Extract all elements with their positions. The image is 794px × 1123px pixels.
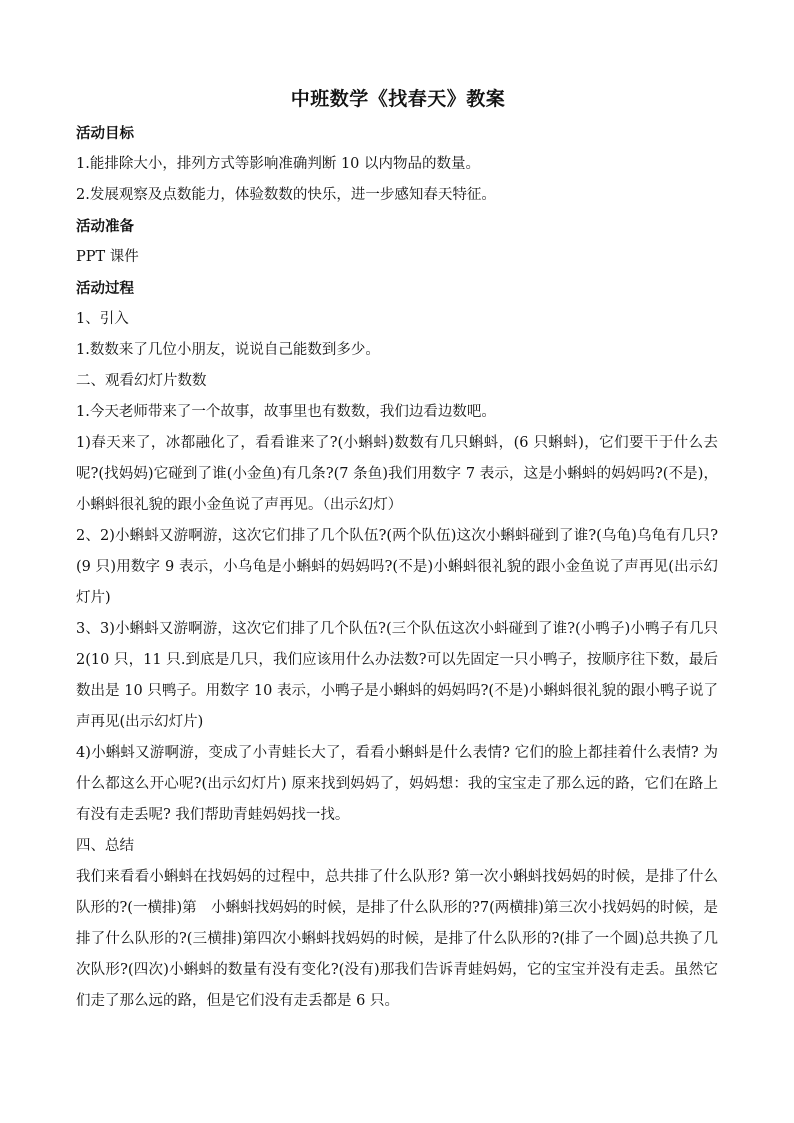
document-title: 中班数学《找春天》教案 (290, 88, 506, 110)
story-paragraph-4: 4)小蝌蚪又游啊游，变成了小青蛙长大了，看看小蝌蚪是什么表情? 它们的脸上都挂着什么表情? 为什么都这么开心呢?(出示幻灯片) 原来找到妈妈了，妈妈想：我的宝宝走了那么远的路，它们在路上有没有走丢呢? 我们帮助青蛙妈妈找一找。 (76, 745, 718, 823)
step-2-text: 1.今天老师带来了一个故事，故事里也有数数，我们边看边数吧。 (76, 404, 496, 420)
story-paragraph-1: 1)春天来了，冰都融化了，看看谁来了?(小蝌蚪)数数有几只蝌蚪，(6 只蝌蚪)，它们要干于什么去呢?(找妈妈)它碰到了谁(小金鱼)有几条?(7 条鱼)我们用数字 7 表示，这是小蝌蚪的妈妈吗?(不是)，小蝌蚪很礼貌的跟小金鱼说了声再见。（出示幻灯） (76, 435, 718, 513)
summary-paragraph: 我们来看看小蝌蚪在找妈妈的过程中，总共排了什么队形? 第一次小蝌蚪找妈妈的时候，是排了什么队形的?(一横排)第 小蝌蚪找妈妈的时候，是排了什么队形的?7(两横排)第三次小找妈妈的时候，是排了什么队形的?(三横排)第四次小蝌蚪找妈妈的时候，是排了什么队形的?(排了一个圆)总共换了几次队形?(四次)小蝌蚪的数量有没有变化?(没有)那我们告诉青蛙妈妈，它的宝宝并没有走丢。虽然它们走了那么远的路，但是它们没有走丢都是 6 只。 (76, 869, 718, 1009)
goal-item-2: 2.发展观察及点数能力，体验数数的快乐，进一步感知春天特征。 (76, 187, 496, 203)
step-4-heading: 四、总结 (76, 838, 134, 854)
step-1-heading: 1、引入 (76, 311, 129, 327)
step-2-heading: 二、观看幻灯片数数 (76, 373, 207, 389)
prep-heading: 活动准备 (76, 218, 134, 235)
process-heading: 活动过程 (76, 280, 134, 297)
prep-item: PPT 课件 (76, 249, 139, 265)
story-paragraph-3: 3、3)小蝌蚪又游啊游，这次它们排了几个队伍?(三个队伍这次小蚪碰到了谁?(小鸭子)小鸭子有几只 2(10 只，11 只.到底是几只，我们应该用什么办法数?可以先固定一只小鸭子，按顺序往下数，最后数出是 10 只鸭子。用数字 10 表示，小鸭子是小蝌蚪的妈妈吗?(不是)小蝌蚪很礼貌的跟小鸭子说了声再见(出示幻灯片) (76, 621, 718, 730)
goals-heading: 活动目标 (76, 125, 134, 142)
step-1-text: 1.数数来了几位小朋友，说说自己能数到多少。 (76, 342, 380, 358)
story-paragraph-2: 2、2)小蝌蚪又游啊游，这次它们排了几个队伍?(两个队伍)这次小蝌蚪碰到了谁?(乌龟)乌龟有几只?(9 只)用数字 9 表示，小乌龟是小蝌蚪的妈妈吗?(不是)小蝌蚪很礼貌的跟小金鱼说了声再见(出示幻灯片) (76, 528, 718, 606)
goal-item-1: 1.能排除大小，排列方式等影响准确判断 10 以内物品的数量。 (76, 156, 481, 172)
